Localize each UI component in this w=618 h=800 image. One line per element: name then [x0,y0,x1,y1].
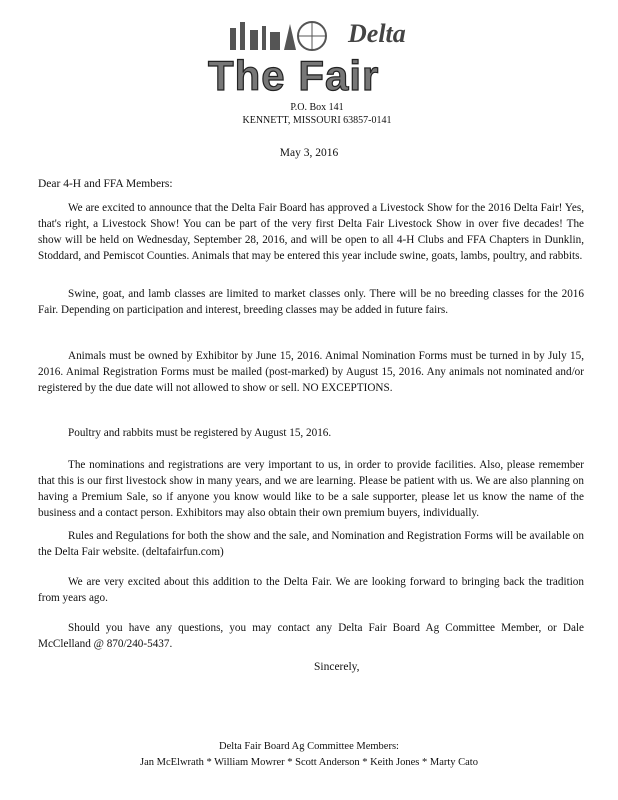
salutation: Dear 4-H and FFA Members: [38,178,173,190]
paragraph-registrations: The nominations and registrations are very important to us, in order to provide facilities. Also, please remember that this is our first livestock show in many years, and we are learning. Please be patient with us. We are also planning on having a Premium Sale, so if anyone you know would like to be a sale supporter, please let us know the name of the business and a contact person. Exhibitors may also obtain their own premium buyers, individually. [38,459,584,519]
logo-delta-text: Delta [348,19,406,48]
address-po-box: P.O. Box 141 [290,102,344,113]
address-city-state: KENNETT, MISSOURI 63857-0141 [242,115,392,126]
paragraph-deadlines: Animals must be owned by Exhibitor by June 15, 2016. Animal Nomination Forms must be turned in by July 15, 2016. Animal Registration Forms must be mailed (post-marked) by August 15, 2016. Any animals not nominated and/or registered by the due date will not allowed to show or sell. NO EXCEPTIONS. [38,350,584,394]
footer-members: Jan McElwrath * William Mowrer * Scott Anderson * Keith Jones * Marty Cato [140,757,478,768]
logo-the-fair-text: The Fair [208,52,380,99]
paragraph-rules: Rules and Regulations for both the show and the sale, and Nomination and Registration Forms will be available on the Delta Fair website. (deltafairfun.com) [38,530,584,558]
delta-fair-logo [200,10,440,100]
paragraph-excitement: We are very excited about this addition to the Delta Fair. We are looking forward to bringing back the tradition from years ago. [38,576,584,604]
footer-heading: Delta Fair Board Ag Committee Members: [219,741,399,752]
paragraph-contact: Should you have any questions, you may contact any Delta Fair Board Ag Committee Member, or Dale McClelland @ 870/240-5437. [38,622,584,650]
paragraph-classes: Swine, goat, and lamb classes are limited to market classes only. There will be no breeding classes for the 2016 Fair. Depending on participation and interest, breeding classes may be added in future fairs. [38,288,584,316]
closing: Sincerely, [314,661,360,673]
letter-date: May 3, 2016 [279,147,339,159]
paragraph-announcement: We are excited to announce that the Delta Fair Board has approved a Livestock Show for the 2016 Delta Fair! Yes, that's right, a Livestock Show! You can be part of the very first Delta Fair Livestock Show in over five decades! The show will be held on Wednesday, September 28, 2016, and will be open to all 4-H Clubs and FFA Chapters in Dunklin, Stoddard, and Pemiscot Counties. Animals that may be entered this year include swine, goats, lambs, poultry, and rabbits. [38,202,584,262]
paragraph-poultry-rabbits: Poultry and rabbits must be registered by August 15, 2016. [68,427,332,439]
